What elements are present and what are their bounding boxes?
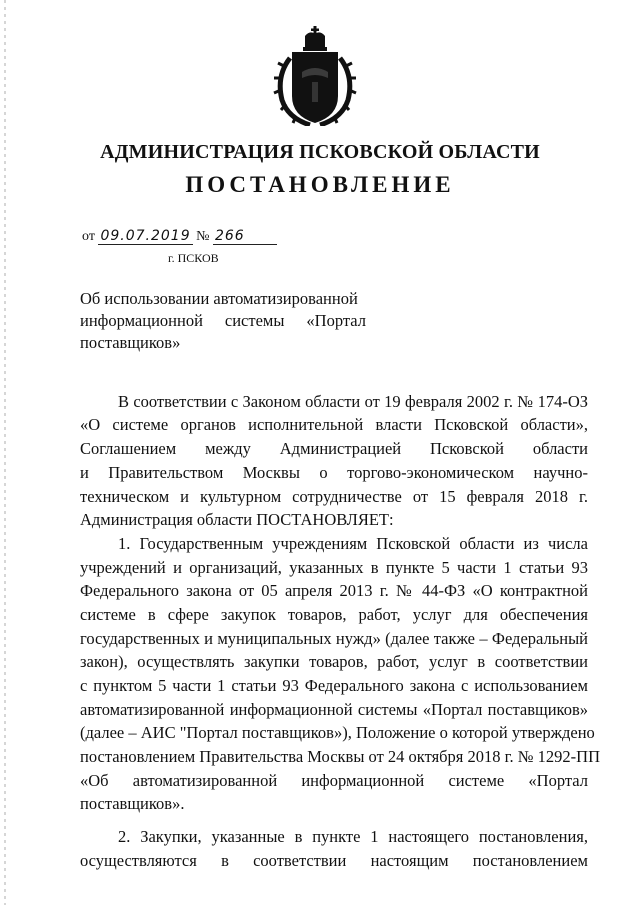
subject-line: информационной системы «Портал: [80, 311, 366, 330]
handwritten-number: 266: [213, 228, 277, 245]
handwritten-date: 09.07.2019: [100, 228, 191, 244]
date-number-line: [82, 228, 277, 245]
document-subject: [80, 288, 366, 354]
body-line: и Правительством Москвы о торгово-экономическом научно-: [80, 463, 588, 482]
body-line: системе в сфере закупок товаров, работ, услуг для обеспечения: [80, 605, 588, 624]
body-line: закон), осуществлять закупки товаров, работ, услуг в соответствии: [80, 652, 588, 671]
body-line: государственных и муниципальных нужд» (далее также – Федеральный: [80, 629, 588, 648]
subject-line: Об использовании автоматизированной: [80, 289, 358, 308]
body-line: осуществляются в соответствии настоящим постановлением: [80, 851, 588, 870]
body-line: Федерального закона от 05 апреля 2013 г. № 44-ФЗ «О контрактной: [80, 581, 588, 600]
body-line: поставщиков».: [80, 794, 185, 813]
scan-edge-artifact: [4, 0, 6, 905]
body-line: с пунктом 5 части 1 статьи 93 Федерального закона с использованием: [80, 676, 588, 695]
body-line: 1. Государственным учреждениям Псковской области из числа: [118, 534, 588, 553]
city-label: г. ПСКОВ: [168, 251, 219, 265]
body-line: «О системе органов исполнительной власти Псковской области»,: [80, 415, 588, 434]
body-line: 2. Закупки, указанные в пункте 1 настоящего постановления,: [118, 827, 588, 846]
organization-title: АДМИНИСТРАЦИЯ ПСКОВСКОЙ ОБЛАСТИ: [100, 141, 540, 163]
body-line: постановлением Правительства Москвы от 24 октября 2018 г. № 1292-ПП: [80, 747, 600, 766]
body-line: «Об автоматизированной информационной системе «Портал: [80, 771, 588, 790]
body-line: учреждений и организаций, указанных в пункте 5 части 1 статьи 93: [80, 558, 588, 577]
body-line: Соглашением между Администрацией Псковской области: [80, 439, 588, 458]
body-line: автоматизированной информационной системы «Портал поставщиков»: [80, 700, 588, 719]
document-type-title: ПОСТАНОВЛЕНИЕ: [185, 172, 455, 197]
body-line: Администрация области ПОСТАНОВЛЯЕТ:: [80, 510, 394, 529]
subject-line: поставщиков»: [80, 333, 181, 352]
body-line: техническом и культурном сотрудничестве от 15 февраля 2018 г.: [80, 487, 588, 506]
coat-of-arms-emblem: [272, 26, 358, 126]
body-line: (далее – АИС "Портал поставщиков»), Положение о которой утверждено: [80, 723, 595, 742]
from-label: от: [82, 229, 95, 244]
number-label: №: [196, 229, 210, 244]
body-line: В соответствии с Законом области от 19 февраля 2002 г. № 174-ОЗ: [118, 392, 588, 411]
